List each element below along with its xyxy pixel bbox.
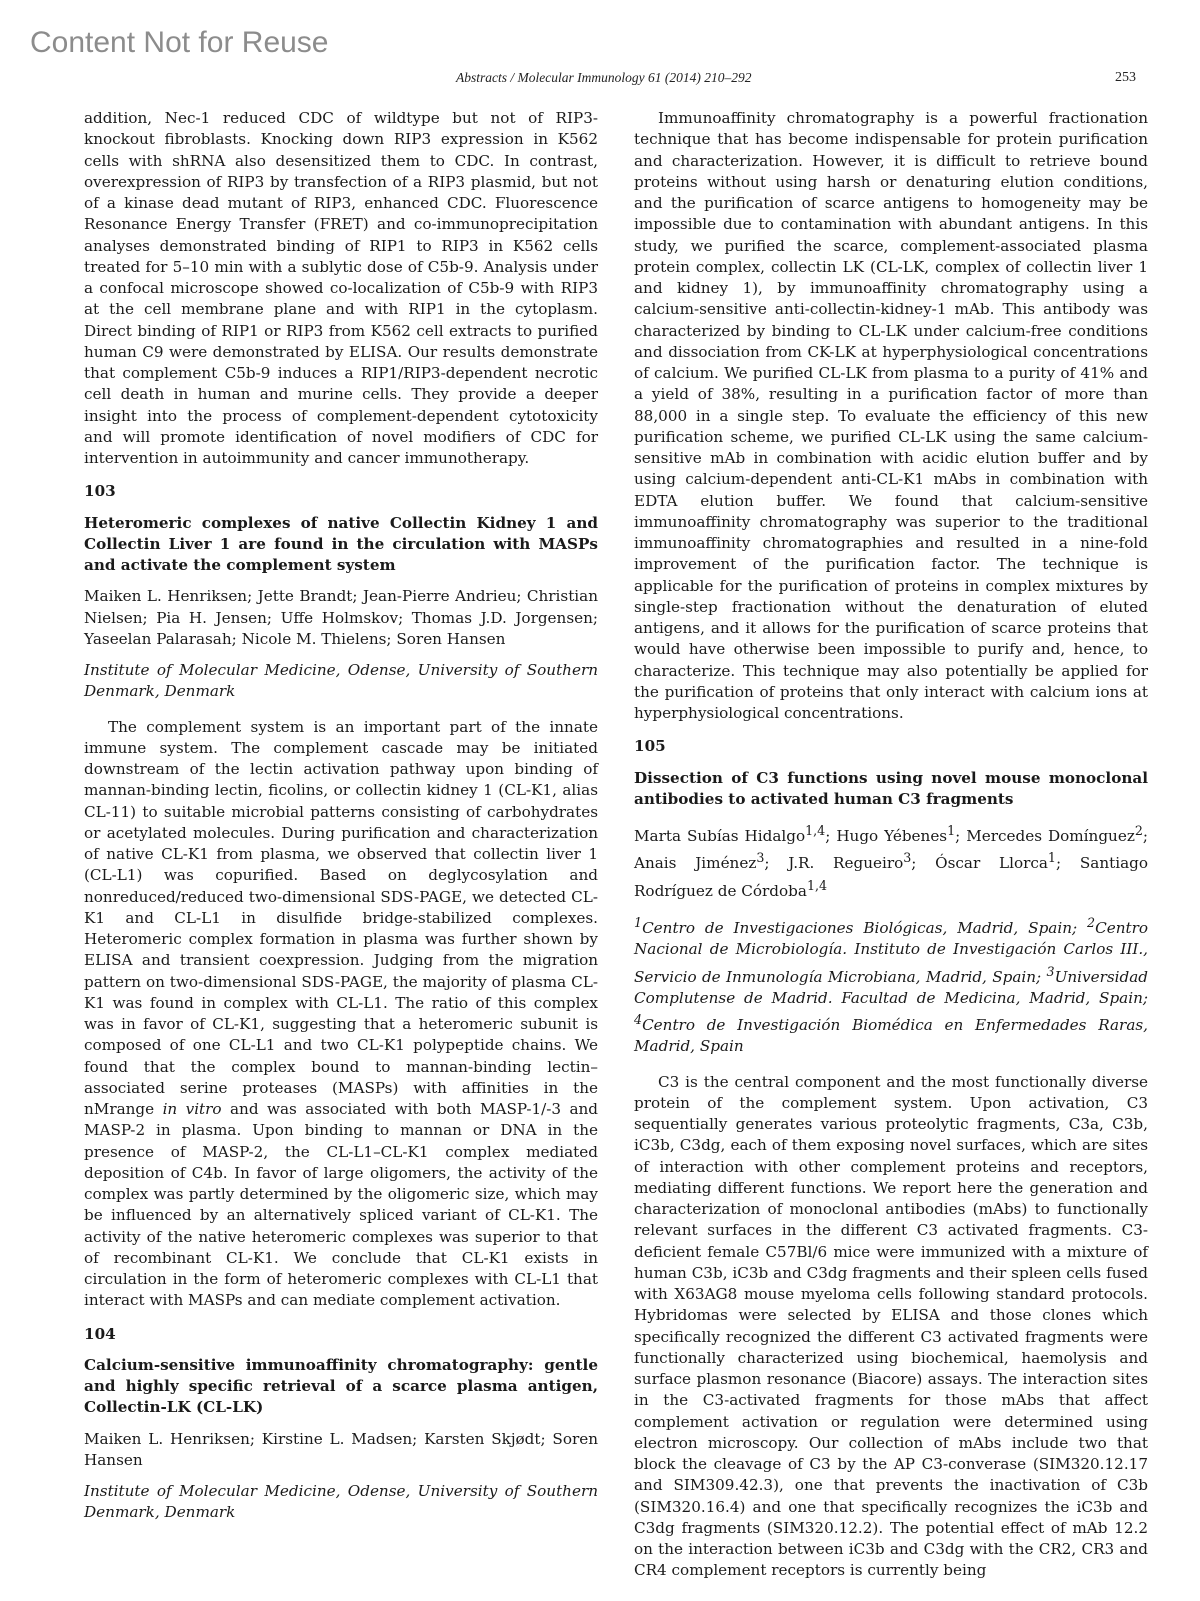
- abstract-105-affiliations: $^1$Centro de Investigaciones Biológicas, Madrid, Spain; $^2$Centro Nacional de Microbiología. Instituto de Investigación Carlos III., Servicio de Inmunología Microbiana, Madrid, Spain; $^3$Universidad Complutense de Madrid. Facultad de Medicina, Madrid, Spain; $^4$Centro de Investigación Biomédica en Enfermedades Raras, Madrid, Spain: [634, 914, 1148, 1056]
- abstract-105-number: 105: [634, 737, 666, 756]
- abstract-103-body: [84, 717, 598, 1312]
- abstract-105-title: Dissection of C3 functions using novel mouse monoclonal antibodies to activated human C3 fragments: [634, 768, 1148, 808]
- abstract-103-authors: Maiken L. Henriksen; Jette Brandt; Jean-Pierre Andrieu; Christian Nielsen; Pia H. Jensen; Uffe Holmskov; Thomas J.D. Jorgensen; Yaseelan Palarasah; Nicole M. Thielens; Soren Hansen: [84, 587, 598, 648]
- author: Marta Subías Hidalgo$^{1,4}$;: [634, 823, 837, 846]
- author: Anais Jiménez$^3$;: [634, 850, 789, 873]
- abstract-104-affiliation: Institute of Molecular Medicine, Odense, University of Southern Denmark, Denmark: [84, 1482, 598, 1522]
- author: Santiago Rodríguez de Córdoba$^{1,4}$: [634, 854, 1148, 900]
- author: Mercedes Domínguez$^2$;: [966, 823, 1149, 846]
- abstract-103-body-italic: in vitro: [162, 1100, 222, 1118]
- abstract-105-body: C3 is the central component and the most functionally diverse protein of the complement system. Upon activation, C3 sequentially generates various proteolytic fragments, C3a, C3b, iC3b, C3dg, each of them exposing novel surfaces, which are sites of interaction with other complement proteins and receptors, mediating different functions. We report here the generation and characterization of monoclonal antibodies (mAbs) to functionally relevant surfaces in the different C3 activated fragments. C3-deficient female C57Bl/6 mice were immunized with a mixture of human C3b, iC3b and C3dg fragments and their spleen cells fused with X63AG8 mouse myeloma cells following standard protocols. Hybridomas were selected by ELISA and those clones which specifically recognized the different C3 activated fragments were functionally characterized using biochemical, haemolysis and surface plasmon resonance (Biacore) assays. The interaction sites in the C3-activated fragments for those mAbs that affect complement activation or regulation were determined using electron microscopy. Our collection of mAbs include two that block the cleavage of C3 by the AP C3-converase (SIM320.12.17 and SIM309.42.3), one that prevents the inactivation of C3b (SIM320.16.4) and one that specifically recognizes the iC3b and C3dg fragments (SIM320.12.2). The potential effect of mAb 12.2 on the interaction between iC3b and C3dg with the CR2, CR3 and CR4 complement receptors is currently being: [634, 1072, 1148, 1580]
- abstract-105-authors: [634, 820, 1148, 902]
- left-column: [84, 108, 598, 1538]
- abstract-103-body-part2: and was associated with both MASP-1/-3 and MASP-2 in plasma. Upon binding to mannan or DNA in the presence of MASP-2, the CL-L1–CL-K1 complex mediated deposition of C4b. In favor of large oligomers, the activity of the complex was partly determined by the oligomeric size, which may be influenced by an alternatively spliced variant of CL-K1. The activity of the native heteromeric complexes was superior to that of recombinant CL-K1. We conclude that CL-K1 exists in circulation in the form of heteromeric complexes with CL-L1 that interact with MASPs and can mediate complement activation.: [84, 1100, 598, 1310]
- abstract-103-body-part1: The complement system is an important part of the innate immune system. The complement cascade may be initiated downstream of the lectin activation pathway upon binding of mannan-binding lectin, ficolins, or collectin kidney 1 (CL-K1, alias CL-11) to suitable microbial patterns consisting of carbohydrates or acetylated molecules. During purification and characterization of native CL-K1 from plasma, we observed that collectin liver 1 (CL-L1) was copurified. Based on deglycosylation and nonreduced/reduced two-dimensional SDS-PAGE, we detected CL-K1 and CL-L1 in disulfide bridge-stabilized complexes. Heteromeric complex formation in plasma was further shown by ELISA and transient coexpression. Judging from the migration pattern on two-dimensional SDS-PAGE, the majority of plasma CL-K1 was found in complex with CL-L1. The ratio of this complex was in favor of CL-K1, suggesting that a heteromeric subunit is composed of one CL-L1 and two CL-K1 polypeptide chains. We found that the complex bound to mannan-binding lectin–associated serine proteases (MASPs) with affinities in the nMrange: [84, 717, 598, 1118]
- abstract-104-title: Calcium-sensitive immunoaffinity chromatography: gentle and highly specific retrieval of a scarce plasma antigen, Collectin-LK (CL-LK): [84, 1355, 598, 1417]
- abstract-continuation: addition, Nec-1 reduced CDC of wildtype but not of RIP3-knockout fibroblasts. Knocking down RIP3 expression in K562 cells with shRNA also desensitized them to CDC. In contrast, overexpression of RIP3 by transfection of a RIP3 plasmid, but not of a kinase dead mutant of RIP3, enhanced CDC. Fluorescence Resonance Energy Transfer (FRET) and co-immunoprecipitation analyses demonstrated binding of RIP1 to RIP3 in K562 cells treated for 5–10 min with a sublytic dose of C5b-9. Analysis under a confocal microscope showed co-localization of C5b-9 with RIP3 at the cell membrane plane and with RIP1 in the cytoplasm. Direct binding of RIP1 or RIP3 from K562 cell extracts to purified human C9 were demonstrated by ELISA. Our results demonstrate that complement C5b-9 induces a RIP1/RIP3-dependent necrotic cell death in human and murine cells. They provide a deeper insight into the process of complement-dependent cytotoxicity and will promote identification of novel modifiers of CDC for intervention in autoimmunity and cancer immunotherapy.: [84, 109, 598, 467]
- author: J.R. Regueiro$^3$;: [788, 850, 936, 873]
- running-head: Abstracts / Molecular Immunology 61 (2014) 210–292: [456, 70, 752, 85]
- abstract-103-title: Heteromeric complexes of native Collectin Kidney 1 and Collectin Liver 1 are found in the circulation with MASPs and activate the complement system: [84, 513, 598, 574]
- watermark: Content Not for Reuse: [30, 26, 329, 59]
- author: Óscar Llorca$^1$;: [935, 850, 1080, 873]
- abstract-103-number: 103: [84, 482, 116, 501]
- abstract-104-body: Immunoaffinity chromatography is a powerful fractionation technique that has become indispensable for protein purification and characterization. However, it is difficult to retrieve bound proteins without using harsh or denaturing elution conditions, and the purification of scarce antigens to homogeneity may be impossible due to contamination with abundant antigens. In this study, we purified the scarce, complement-associated plasma protein complex, collectin LK (CL-LK, complex of collectin liver 1 and kidney 1), by immunoaffinity chromatography using a calcium-sensitive anti-collectin-kidney-1 mAb. This antibody was characterized by binding to CL-LK under calcium-free conditions and dissociation from CK-LK at hyperphysiological concentrations of calcium. We purified CL-LK from plasma to a purity of 41% and a yield of 38%, resulting in a purification factor of more than 88,000 in a single step. To evaluate the efficiency of this new purification scheme, we purified CL-LK using the same calcium-sensitive mAb in combination with acidic elution buffer and by using calcium-dependent anti-CL-K1 mAbs in combination with EDTA elution buffer. We found that calcium-sensitive immunoaffinity chromatography was superior to the traditional immunoaffinity chromatographies and resulted in a nine-fold improvement of the purification factor. The technique is applicable for the purification of proteins in complex mixtures by single-step fractionation without the denaturation of eluted antigens, and it allows for the purification of scarce proteins that would have otherwise been impossible to purify and, hence, to characterize. This technique may also potentially be applied for the purification of proteins that only interact with calcium ions at hyperphysiological concentrations.: [634, 109, 1148, 722]
- abstract-104-number: 104: [84, 1324, 116, 1343]
- abstract-104-authors: Maiken L. Henriksen; Kirstine L. Madsen; Karsten Skjødt; Soren Hansen: [84, 1429, 598, 1469]
- author: Hugo Yébenes$^1$;: [836, 823, 967, 846]
- page-number: 253: [1115, 70, 1136, 85]
- right-column: [634, 108, 1148, 1582]
- abstract-103-affiliation: Institute of Molecular Medicine, Odense, University of Southern Denmark, Denmark: [84, 661, 598, 701]
